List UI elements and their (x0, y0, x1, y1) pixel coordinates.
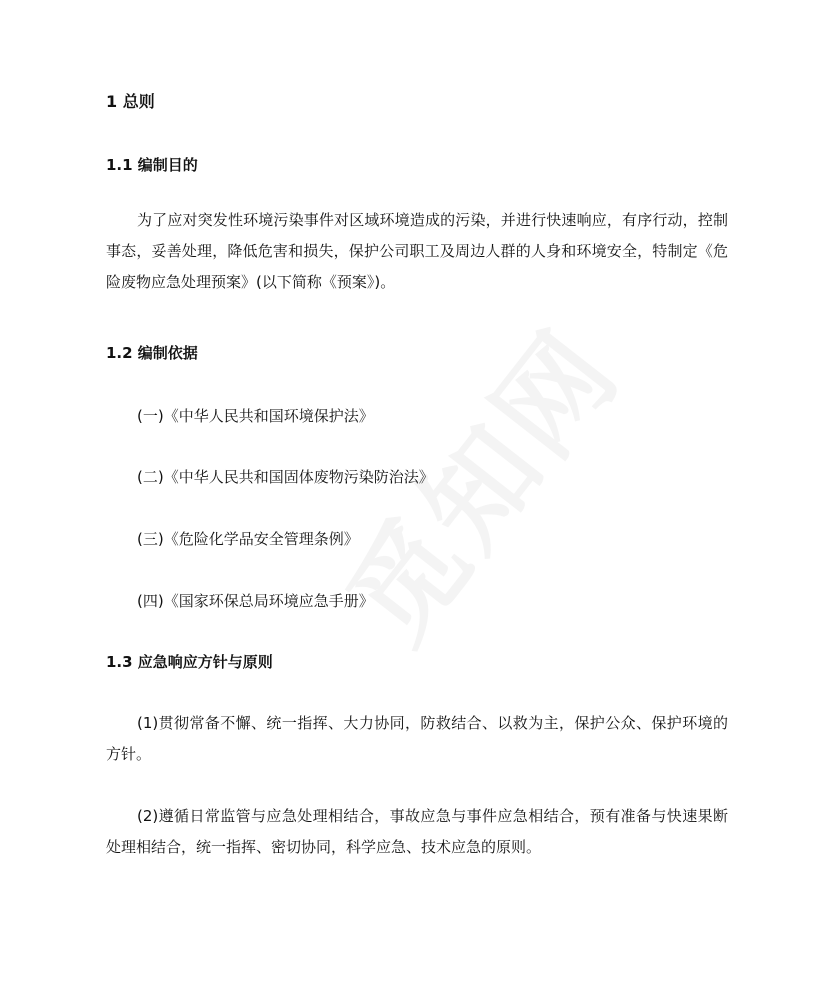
section-heading-1: 1 总则 (106, 92, 155, 111)
section-heading-1-1: 1.1 编制目的 (106, 156, 198, 174)
principle-paragraph-2: (2)遵循日常监管与应急处理相结合，事故应急与事件应急相结合，预有准备与快速果断处理相结合，统一指挥、密切协同，科学应急、技术应急的原则。 (106, 807, 728, 856)
section-heading-1-3: 1.3 应急响应方针与原则 (106, 653, 273, 671)
basis-item-1: (一)《中华人民共和国环境保护法》 (137, 407, 374, 425)
purpose-paragraph: 为了应对突发性环境污染事件对区域环境造成的污染，并进行快速响应，有序行动，控制事态，妥善处理，降低危害和损失，保护公司职工及周边人群的人身和环境安全，特制定《危险废物应急处理预案》(以下简称《预案》)。 (106, 211, 728, 291)
basis-item-2: (二)《中华人民共和国固体废物污染防治法》 (137, 468, 434, 486)
basis-item-4: (四)《国家环保总局环境应急手册》 (137, 592, 374, 610)
basis-item-3: (三)《危险化学品安全管理条例》 (137, 530, 359, 548)
principle-paragraph-1: (1)贯彻常备不懈、统一指挥、大力协同，防救结合、以救为主，保护公众、保护环境的方针。 (106, 714, 728, 763)
section-heading-1-2: 1.2 编制依据 (106, 344, 198, 362)
